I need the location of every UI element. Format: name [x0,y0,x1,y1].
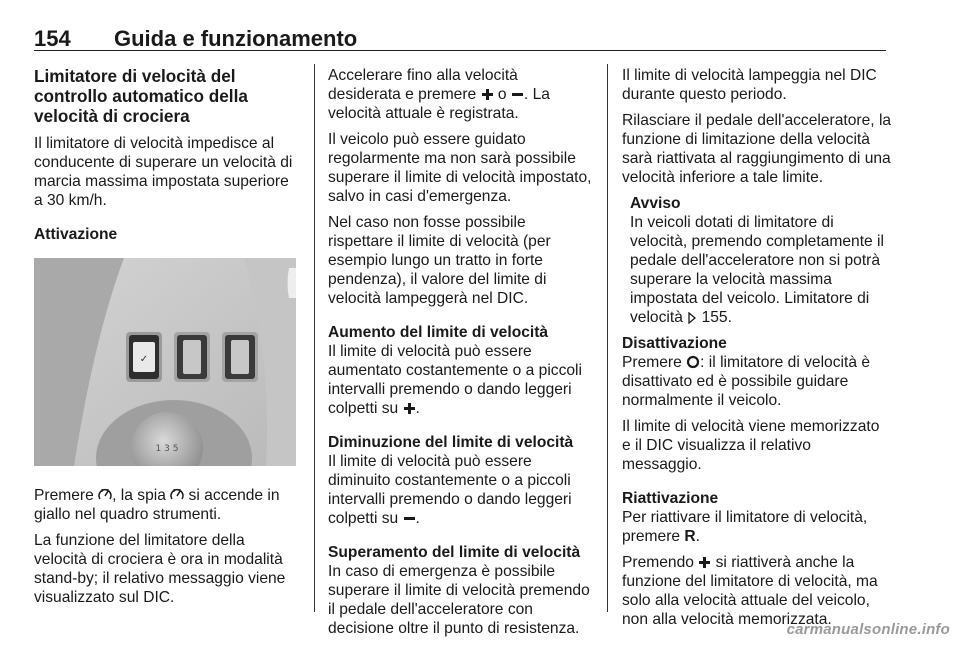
not-possible-paragraph: Nel caso non fosse possibile rispettare il limite di velocità (per esempio lungo un tratto in forte pendenza), il valore del limite di velocità lampeggerà nel DIC. [328,214,551,307]
activation-heading: Attivazione [34,226,118,243]
plus-icon [481,88,494,101]
increase-heading: Aumento del limite di velocità [328,324,549,341]
column-2 [328,66,594,645]
column-divider [607,64,608,612]
svg-text:1 3 5: 1 3 5 [155,444,179,454]
column-1 [34,66,296,614]
flash-paragraph: Il limite di velocità lampeggia nel DIC durante questo periodo. [622,67,877,103]
minus-icon [403,512,416,525]
accelerate-paragraph: Accelerare fino alla velocità desiderata e premere o . La velocità attuale è registrata. [328,67,550,122]
speed-limiter-icon [98,487,112,502]
intro-paragraph: Il limitatore di velocità impedisce al conducente di superare un velocità di marcia massima impostata superiore a 30 km/h. [34,135,293,209]
standby-paragraph: La funzione del limitatore della velocità di crociera è ora in modalità stand-by; il relativo messaggio viene visualizzato sul DIC. [34,532,286,606]
deactivation-paragraph: Premere : il limitatore di velocità è disattivato ed è possibile guidare normalmente il veicolo. [622,354,871,409]
page-reference-icon [687,312,697,324]
activation-paragraph: Premere , la spia si accende in giallo nel quadro strumenti. [34,487,280,523]
minus-icon [511,88,524,101]
note-heading: Avviso [630,195,681,212]
plus-icon [403,402,416,415]
plus-icon [698,556,711,569]
speed-limiter-switch-panel-image [34,258,296,466]
resume-key-label: R [684,528,696,545]
chapter-title: Guida e funzionamento [114,26,358,51]
page-header [34,10,886,51]
watermark: carmanualsonline.info [786,621,950,638]
release-paragraph: Rilasciare il pedale dell'acceleratore, la funzione di limitazione della velocità sarà riattivata al raggiungimento di una velocità inferiore a tale limite. [622,112,892,186]
note-paragraph: In veicoli dotati di limitatore di velocità, premendo completamente il pedale dell'acceleratore non si potrà superare la velocità massima impostata del veicolo. Limitatore di velocità 155. [630,214,884,326]
speed-limiter-icon [170,487,184,502]
section-title: Limitatore di velocità del controllo automatico della velocità di crociera [34,66,248,126]
page-number: 154 [34,26,71,51]
column-3 [622,66,892,636]
decrease-paragraph: Il limite di velocità può essere diminuito costantemente o a piccoli intervalli premendo o dando leggeri colpetti su . [328,453,572,527]
decrease-heading: Diminuzione del limite di velocità [328,434,574,451]
off-circle-icon [686,355,700,369]
reactivation-paragraph: Per riattivare il limitatore di velocità, premere R. [622,509,868,545]
column-divider [314,64,315,612]
increase-paragraph: Il limite di velocità può essere aumentato costantemente o a piccoli intervalli premendo o dando leggeri colpetti su . [328,343,582,417]
memorized-paragraph: Il limite di velocità viene memorizzato e il DIC visualizza il relativo messaggio. [622,418,880,473]
reactivation-heading: Riattivazione [622,490,719,507]
svg-text:✓: ✓ [139,354,149,365]
deactivation-heading: Disattivazione [622,335,727,352]
exceed-paragraph: In caso di emergenza è possibile superare il limite di velocità premendo il pedale dell'acceleratore con decisione oltre il punto di resistenza. [328,563,590,637]
exceed-heading: Superamento del limite di velocità [328,544,581,561]
note-box [622,194,892,327]
press-plus-paragraph: Premendo si riattiverà anche la funzione del limitatore di velocità, ma solo alla velocità attuale del veicolo, non alla velocità memorizzata. [622,554,878,628]
guided-paragraph: Il veicolo può essere guidato regolarmente ma non sarà possibile superare il limite di velocità impostato, salvo in casi d'emergenza. [328,131,592,205]
